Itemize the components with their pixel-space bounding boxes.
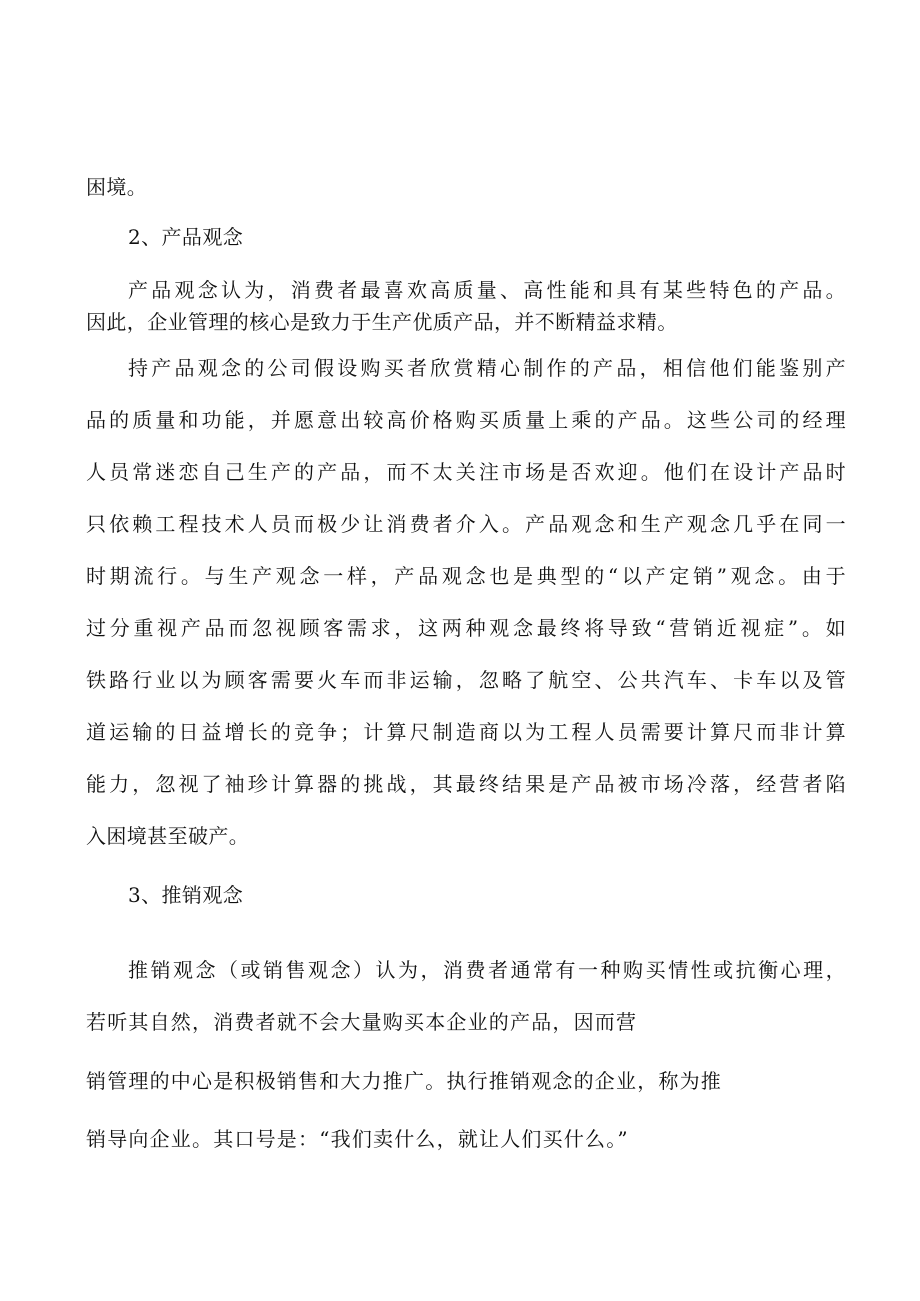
paragraph-line: 产品观念认为，消费者最喜欢高质量、高性能和具有某些特色的产品。 [128,278,846,302]
paragraph-line: 持产品观念的公司假设购买者欣赏精心制作的产品，相信他们能鉴别产 [128,356,846,380]
paragraph-line: 困境。 [86,175,148,199]
paragraph-line: 若听其自然，消费者就不会大量购买本企业的产品，因而营 [86,1010,638,1034]
paragraph-line: 销管理的中心是积极销售和大力推广。执行推销观念的企业，称为推 [86,1069,722,1093]
paragraph-line: 时期流行。与生产观念一样，产品观念也是典型的“以产定销”观念。由于 [86,564,846,588]
paragraph-line: 入困境甚至破产。 [86,824,250,848]
paragraph-line: 能力，忽视了袖珍计算器的挑战，其最终结果是产品被市场冷落，经营者陷 [86,772,846,796]
paragraph-line: 道运输的日益增长的竞争；计算尺制造商以为工程人员需要计算尺而非计算 [86,720,846,744]
section-heading-selling-concept: 3、推销观念 [128,883,244,907]
paragraph-line: 过分重视产品而忽视顾客需求，这两种观念最终将导致“营销近视症”。如 [86,616,846,640]
paragraph-line: 人员常迷恋自己生产的产品，而不太关注市场是否欢迎。他们在设计产品时 [86,460,846,484]
section-heading-product-concept: 2、产品观念 [128,225,244,249]
paragraph-line: 铁路行业以为顾客需要火车而非运输，忽略了航空、公共汽车、卡车以及管 [86,668,846,692]
paragraph-line: 只依赖工程技术人员而极少让消费者介入。产品观念和生产观念几乎在同一 [86,512,846,536]
paragraph-line: 推销观念（或销售观念）认为，消费者通常有一种购买情性或抗衡心理， [128,958,846,982]
paragraph-line: 因此，企业管理的核心是致力于生产优质产品，并不断精益求精。 [86,310,678,334]
paragraph-line: 销导向企业。其口号是：“我们卖什么，就让人们买什么。” [86,1127,629,1151]
paragraph-line: 品的质量和功能，并愿意出较高价格购买质量上乘的产品。这些公司的经理 [86,408,846,432]
